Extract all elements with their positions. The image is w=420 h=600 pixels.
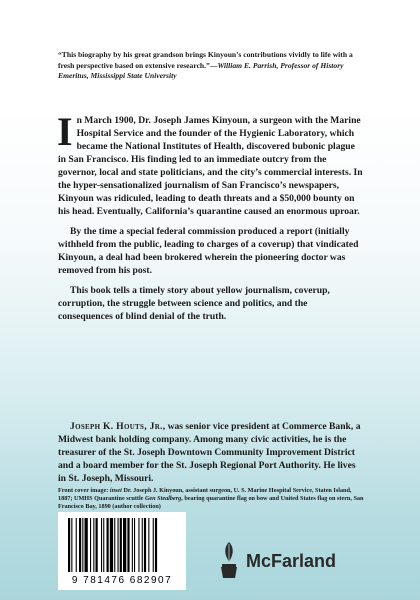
barcode-bar	[82, 518, 83, 572]
barcode-bar	[101, 518, 102, 572]
blurb-quote: “This biography by his great grandson brings Kinyoun’s contributions vividly to life with a fresh perspective based on extensive research.”—	[58, 50, 353, 70]
barcode-bar	[144, 518, 146, 572]
publisher-name: McFarland	[246, 551, 337, 571]
author-bio-text: , was senior vice president at Commerce Bank, a Midwest bank holding company. Among many civic activities, he is the treasurer of the St. Joseph Downtown Community Improvement District and a board member for the St. Joseph Regional Port Authority. He lives in St. Joseph, Missouri.	[58, 421, 361, 484]
barcode-bar	[142, 518, 143, 572]
cover-image-credit	[58, 487, 364, 512]
credit-suffix: , bearing quarantine flag on bow and United States flag on stern, San Francisco Bay, 1890 (author collection)	[58, 495, 364, 511]
credit-text: Dr. Joseph J. Kinyoun, assistant surgeon, U. S. Marine Hospital Service, Staten Island, 1887; UMHS Quarantine scuttle	[58, 487, 352, 503]
drop-cap: I	[57, 109, 73, 154]
author-name: Joseph K. Houts, Jr.	[70, 421, 163, 432]
barcode-bar	[79, 518, 81, 572]
author-bio	[58, 420, 364, 485]
barcode-bar	[138, 518, 139, 572]
quill-inkwell-icon	[216, 540, 242, 580]
blurb-attribution: William E. Parrish, Professor of History Emeritus, Mississippi State University	[58, 60, 344, 81]
barcode-bar	[96, 518, 98, 572]
barcode-bar	[68, 518, 70, 572]
barcode-bar	[85, 518, 88, 572]
barcode-bar	[118, 518, 119, 572]
barcode-bar	[120, 518, 122, 572]
barcode-bar	[93, 518, 94, 572]
credit-ship-name: Gen Stealberg	[144, 495, 182, 503]
barcode-bar	[114, 518, 115, 572]
barcode-bar	[71, 518, 72, 572]
barcode-bar	[107, 518, 109, 572]
barcode-bars	[58, 512, 186, 576]
barcode-bar	[90, 518, 91, 572]
barcode-bar	[76, 518, 77, 572]
barcode-bar	[132, 518, 133, 572]
publisher-logo	[216, 540, 366, 580]
isbn-barcode	[58, 512, 186, 590]
description-text-1: n March 1900, Dr. Joseph James Kinyoun, a surgeon with the Marine Hospital Service and the founder of the Hygienic Laboratory, which became the National Institutes of Health, discovered bubonic plague in San Francisco. His finding led to an immediate outcry from the governor, local and state politicians, and the city’s commercial interests. In the hyper-sensationalized journalism of San Francisco’s newspapers, Kinyoun was ridiculed, leading to death threats and a $50,000 bounty on his head. Eventually, California’s quarantine caused an enormous uproar.	[58, 115, 363, 217]
description-paragraph-1	[57, 109, 364, 218]
barcode-bar	[127, 518, 129, 572]
credit-prefix: Front cover image:	[58, 487, 110, 494]
barcode-bar	[148, 518, 149, 572]
barcode-bar	[155, 518, 157, 572]
barcode-bar	[123, 518, 126, 572]
book-description	[57, 109, 364, 330]
isbn-number: 9 781476 682907	[71, 575, 173, 586]
barcode-bar	[153, 518, 154, 572]
barcode-bar	[110, 518, 113, 572]
description-paragraph-3: This book tells a timely story about yellow journalism, coverup, corruption, the struggle between science and politics, and the consequences of blind denial of the truth.	[58, 285, 330, 322]
praise-blurb	[58, 50, 358, 82]
barcode-bar	[134, 518, 135, 572]
description-paragraph-2: By the time a special federal commission produced a report (initially withheld from the public, leading to charges of a coverup) that vindicated Kinyoun, a deal had been brokered wherein the pioneering doctor was removed from his post.	[58, 226, 359, 276]
barcode-bar	[103, 518, 104, 572]
credit-inset-label: inset	[109, 487, 122, 494]
